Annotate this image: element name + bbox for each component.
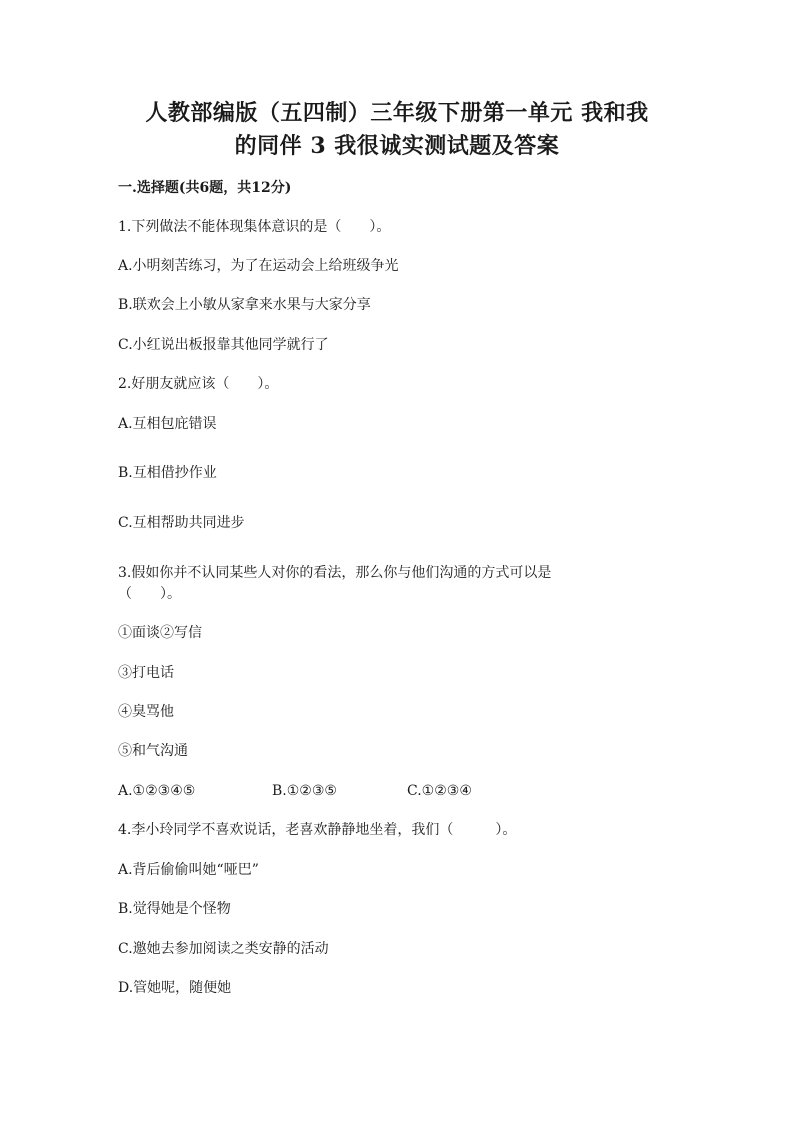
question-3-item-3: ④臭骂他 [118,704,174,720]
question-1-option-c: C.小红说出板报靠其他同学就行了 [118,337,329,353]
question-4-stem: 4.李小玲同学不喜欢说话，老喜欢静静地坐着，我们（ ）。 [118,822,517,838]
question-2-option-c: C.互相帮助共同进步 [118,515,245,531]
question-2-option-b: B.互相借抄作业 [118,465,217,481]
document-title-line-1: 人教部编版（五四制）三年级下册第一单元 我和我 [145,100,649,126]
question-3-item-4: ⑤和气沟通 [118,743,188,759]
question-3-stem-line-1: 3.假如你并不认同某些人对你的看法，那么你与他们沟通的方式可以是 [118,565,552,581]
question-3-option-b: B.①②③⑤ [272,783,337,799]
section-heading: 一.选择题(共6题，共12分) [118,180,292,196]
question-3-item-2: ③打电话 [118,665,174,681]
question-3-stem-line-2: （ ）。 [118,586,181,602]
question-1-option-a: A.小明刻苦练习，为了在运动会上给班级争光 [118,258,399,274]
question-2-stem: 2.好朋友就应该（ ）。 [118,376,279,392]
question-2-option-a: A.互相包庇错误 [118,416,217,432]
question-3-item-1: ①面谈②写信 [118,625,202,641]
question-4-option-c: C.邀她去参加阅读之类安静的活动 [118,941,329,957]
document-title-line-2: 的同伴 3 我很诚实测试题及答案 [234,133,560,159]
question-4-option-a: A.背后偷偷叫她“哑巴” [118,862,259,878]
question-1-option-b: B.联欢会上小敏从家拿来水果与大家分享 [118,297,371,313]
question-4-option-d: D.管她呢，随便她 [118,980,232,996]
question-3-option-c: C.①②③④ [407,783,472,799]
question-3-option-a: A.①②③④⑤ [118,783,196,799]
question-1-stem: 1.下列做法不能体现集体意识的是（ ）。 [118,219,391,235]
question-4-option-b: B.觉得她是个怪物 [118,901,231,917]
